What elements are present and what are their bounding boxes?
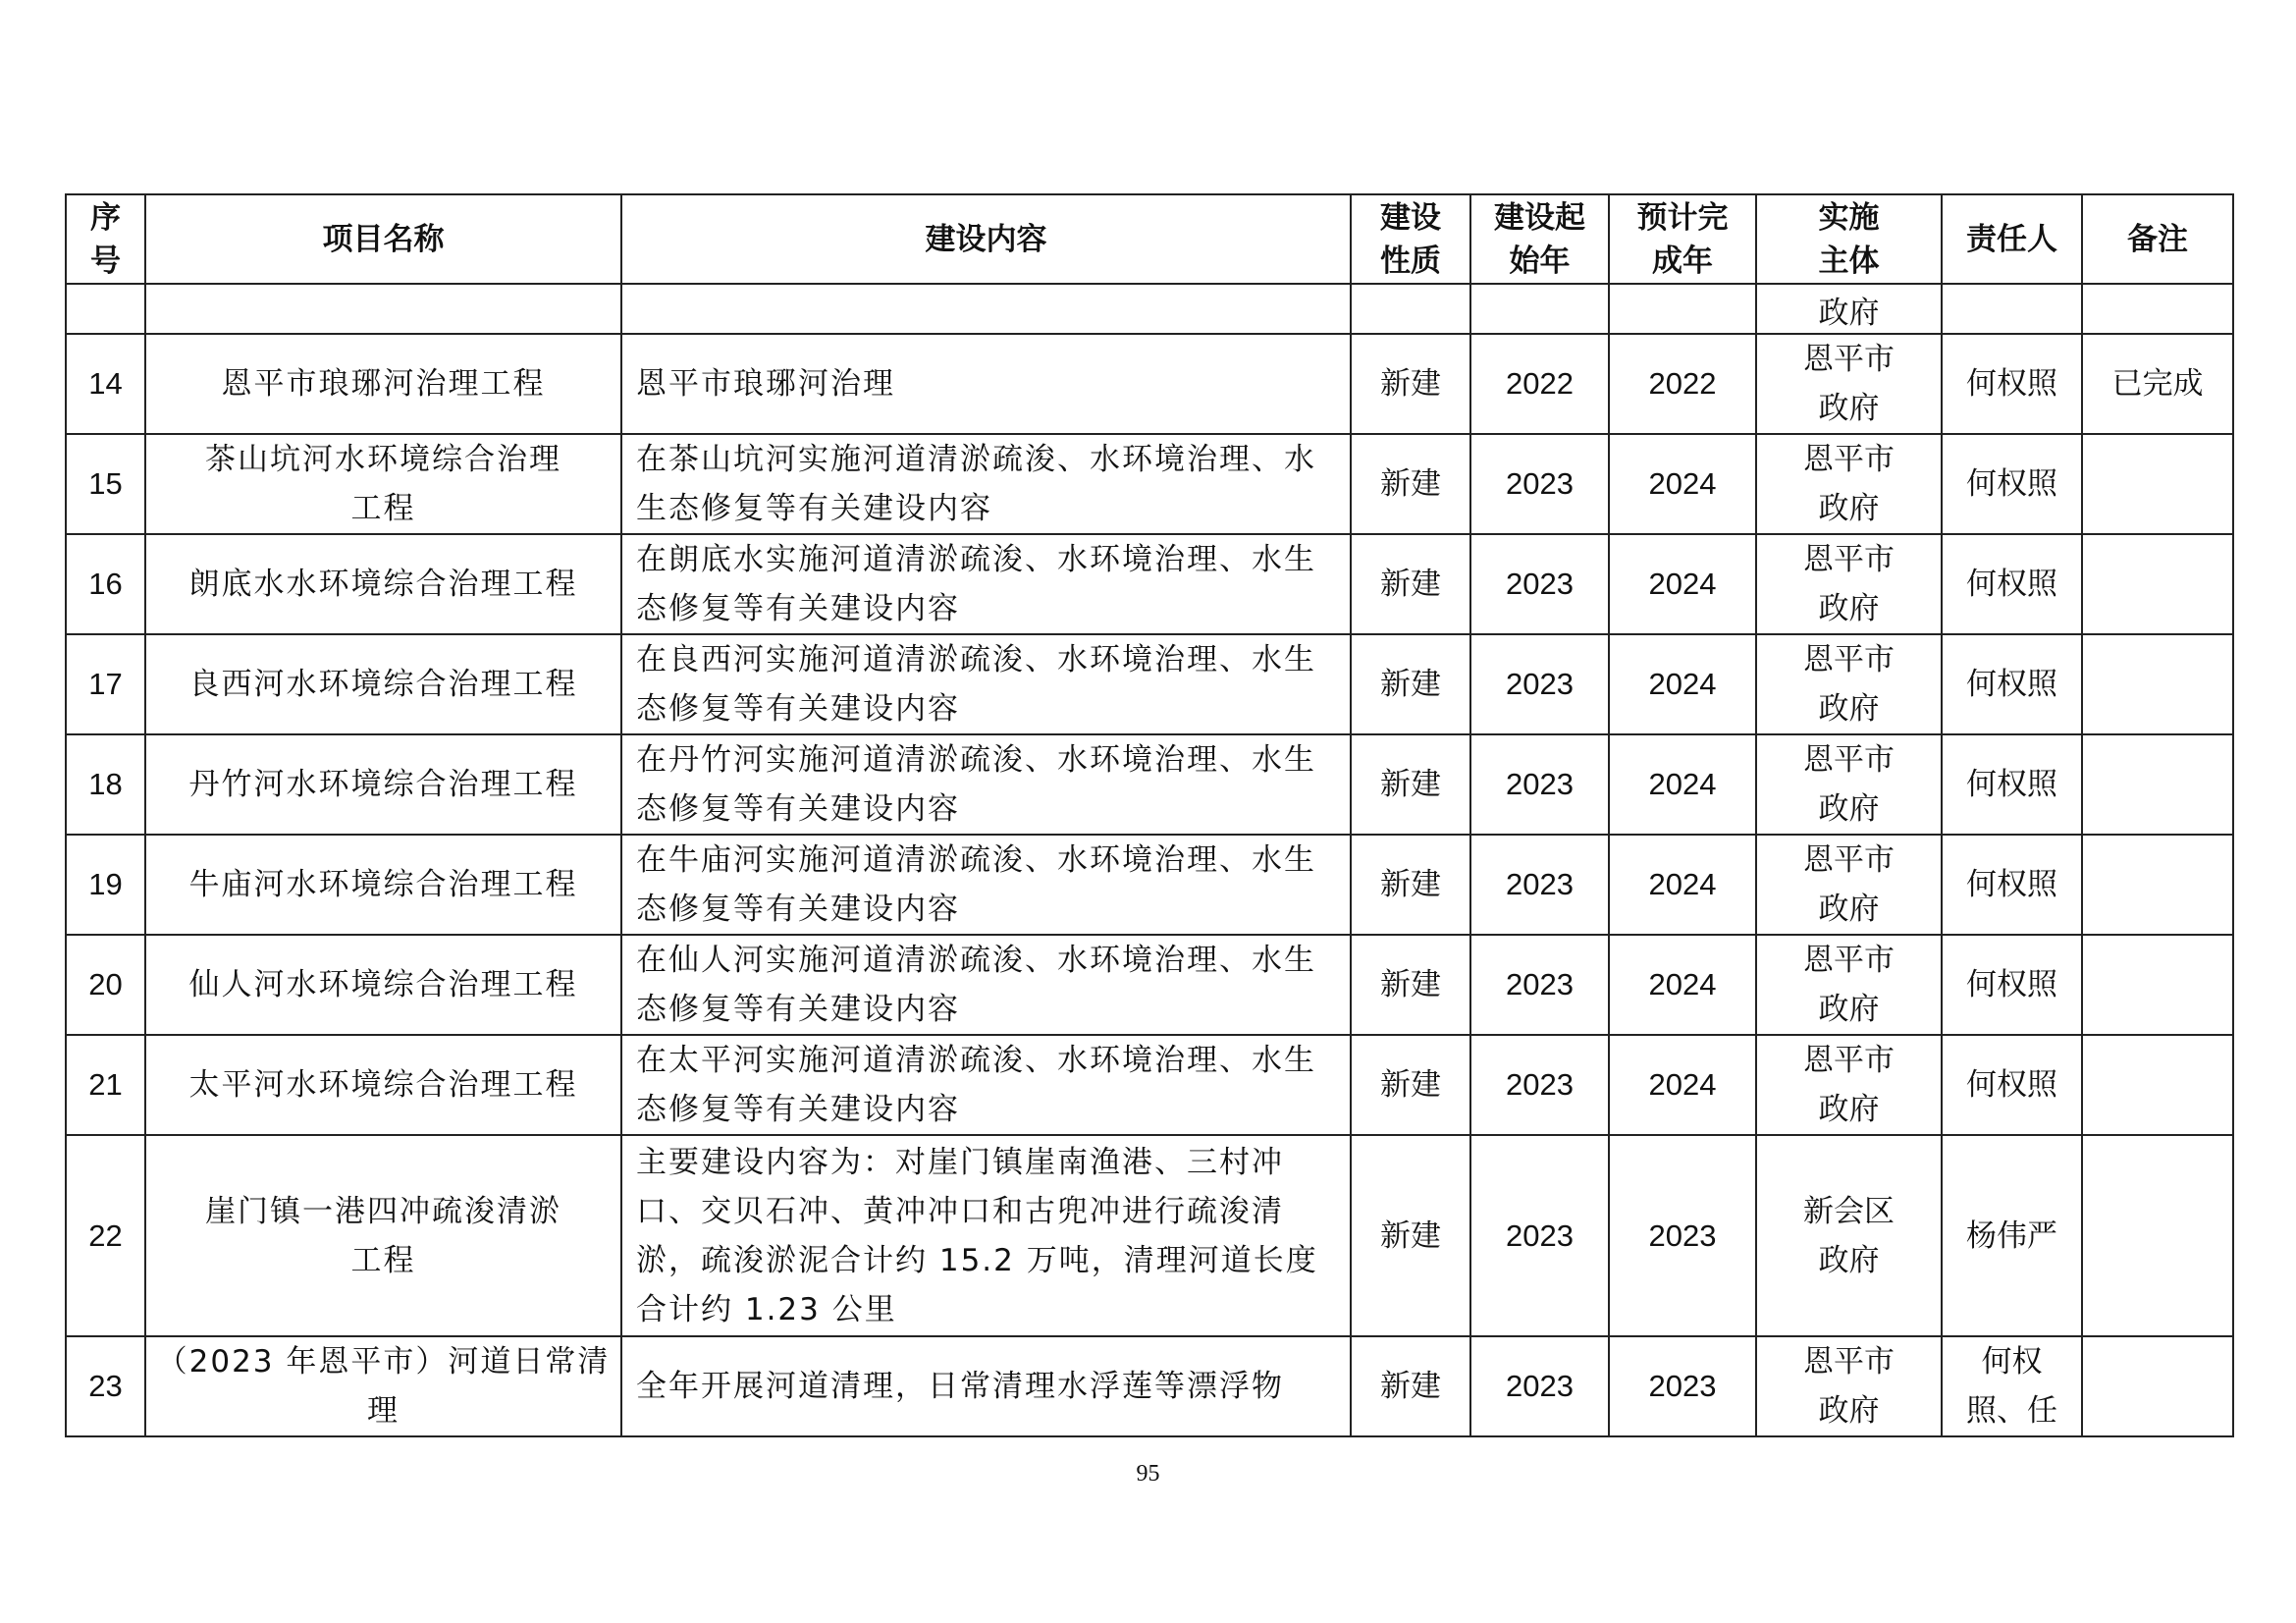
table-row <box>66 935 2233 1035</box>
header-type: 建设 性质 <box>1351 194 1470 284</box>
header-end: 预计完 成年 <box>1609 194 1756 284</box>
continuation-cell <box>2082 284 2233 334</box>
cell-start-year: 2023 <box>1470 534 1609 634</box>
continuation-cell <box>1470 284 1609 334</box>
cell-person: 何权照 <box>1942 1035 2082 1135</box>
cell-start-year: 2023 <box>1470 935 1609 1035</box>
cell-implementer: 恩平市 政府 <box>1756 434 1942 534</box>
continuation-cell: 政府 <box>1756 284 1942 334</box>
cell-project-name: 恩平市琅琊河治理工程 <box>145 334 621 434</box>
cell-no: 23 <box>66 1336 145 1436</box>
cell-project-name: 仙人河水环境综合治理工程 <box>145 935 621 1035</box>
table-row <box>66 835 2233 935</box>
page-number: 95 <box>1136 1461 1160 1487</box>
cell-project-name: 良西河水环境综合治理工程 <box>145 634 621 734</box>
cell-no: 18 <box>66 734 145 835</box>
cell-note <box>2082 1035 2233 1135</box>
table-row <box>66 734 2233 835</box>
cell-note: 已完成 <box>2082 334 2233 434</box>
cell-content: 在仙人河实施河道清淤疏浚、水环境治理、水生态修复等有关建设内容 <box>621 935 1351 1035</box>
cell-start-year: 2023 <box>1470 1135 1609 1336</box>
cell-start-year: 2023 <box>1470 1336 1609 1436</box>
cell-person: 何权照 <box>1942 434 2082 534</box>
cell-content: 主要建设内容为：对崖门镇崖南渔港、三村冲口、交贝石冲、黄冲冲口和古兜冲进行疏浚清淤，疏浚淤泥合计约 15.2 万吨，清理河道长度合计约 1.23 公里 <box>621 1135 1351 1336</box>
cell-end-year: 2024 <box>1609 734 1756 835</box>
table-row <box>66 334 2233 434</box>
cell-end-year: 2022 <box>1609 334 1756 434</box>
cell-project-name: 崖门镇一港四冲疏浚清淤 工程 <box>145 1135 621 1336</box>
continuation-cell <box>1609 284 1756 334</box>
table-row <box>66 1135 2233 1336</box>
cell-type: 新建 <box>1351 734 1470 835</box>
header-body: 实施 主体 <box>1756 194 1942 284</box>
cell-note <box>2082 835 2233 935</box>
cell-project-name: （2023 年恩平市）河道日常清理 <box>145 1336 621 1436</box>
header-name: 项目名称 <box>145 194 621 284</box>
table-row <box>66 634 2233 734</box>
header-content: 建设内容 <box>621 194 1351 284</box>
cell-project-name: 牛庙河水环境综合治理工程 <box>145 835 621 935</box>
cell-end-year: 2024 <box>1609 634 1756 734</box>
cell-note <box>2082 634 2233 734</box>
cell-end-year: 2024 <box>1609 1035 1756 1135</box>
continuation-cell <box>145 284 621 334</box>
cell-type: 新建 <box>1351 1135 1470 1336</box>
cell-implementer: 恩平市 政府 <box>1756 634 1942 734</box>
table-header-row <box>66 194 2233 284</box>
cell-no: 16 <box>66 534 145 634</box>
cell-person: 何权 照、任 <box>1942 1336 2082 1436</box>
continuation-row <box>66 284 2233 334</box>
cell-start-year: 2022 <box>1470 334 1609 434</box>
cell-no: 19 <box>66 835 145 935</box>
cell-no: 14 <box>66 334 145 434</box>
cell-content: 在朗底水实施河道清淤疏浚、水环境治理、水生态修复等有关建设内容 <box>621 534 1351 634</box>
cell-no: 22 <box>66 1135 145 1336</box>
continuation-cell <box>66 284 145 334</box>
cell-person: 何权照 <box>1942 734 2082 835</box>
cell-start-year: 2023 <box>1470 434 1609 534</box>
cell-type: 新建 <box>1351 434 1470 534</box>
cell-project-name: 朗底水水环境综合治理工程 <box>145 534 621 634</box>
continuation-cell <box>621 284 1351 334</box>
cell-implementer: 恩平市 政府 <box>1756 1035 1942 1135</box>
cell-implementer: 恩平市 政府 <box>1756 734 1942 835</box>
table-row <box>66 534 2233 634</box>
continuation-cell <box>1942 284 2082 334</box>
continuation-cell <box>1351 284 1470 334</box>
cell-note <box>2082 734 2233 835</box>
cell-project-name: 太平河水环境综合治理工程 <box>145 1035 621 1135</box>
cell-content: 在牛庙河实施河道清淤疏浚、水环境治理、水生态修复等有关建设内容 <box>621 835 1351 935</box>
cell-type: 新建 <box>1351 1336 1470 1436</box>
cell-note <box>2082 935 2233 1035</box>
cell-person: 何权照 <box>1942 935 2082 1035</box>
cell-end-year: 2023 <box>1609 1135 1756 1336</box>
cell-note <box>2082 534 2233 634</box>
cell-end-year: 2023 <box>1609 1336 1756 1436</box>
cell-content: 在丹竹河实施河道清淤疏浚、水环境治理、水生态修复等有关建设内容 <box>621 734 1351 835</box>
header-start: 建设起 始年 <box>1470 194 1609 284</box>
header-note: 备注 <box>2082 194 2233 284</box>
cell-person: 杨伟严 <box>1942 1135 2082 1336</box>
cell-start-year: 2023 <box>1470 835 1609 935</box>
cell-start-year: 2023 <box>1470 1035 1609 1135</box>
cell-start-year: 2023 <box>1470 634 1609 734</box>
cell-implementer: 新会区 政府 <box>1756 1135 1942 1336</box>
cell-type: 新建 <box>1351 835 1470 935</box>
cell-implementer: 恩平市 政府 <box>1756 835 1942 935</box>
cell-content: 在良西河实施河道清淤疏浚、水环境治理、水生态修复等有关建设内容 <box>621 634 1351 734</box>
cell-type: 新建 <box>1351 634 1470 734</box>
cell-no: 21 <box>66 1035 145 1135</box>
cell-no: 15 <box>66 434 145 534</box>
cell-type: 新建 <box>1351 534 1470 634</box>
cell-person: 何权照 <box>1942 835 2082 935</box>
cell-type: 新建 <box>1351 1035 1470 1135</box>
cell-content: 全年开展河道清理，日常清理水浮莲等漂浮物 <box>621 1336 1351 1436</box>
header-person: 责任人 <box>1942 194 2082 284</box>
cell-end-year: 2024 <box>1609 935 1756 1035</box>
cell-implementer: 恩平市 政府 <box>1756 334 1942 434</box>
cell-start-year: 2023 <box>1470 734 1609 835</box>
cell-note <box>2082 1135 2233 1336</box>
cell-no: 20 <box>66 935 145 1035</box>
cell-content: 在茶山坑河实施河道清淤疏浚、水环境治理、水生态修复等有关建设内容 <box>621 434 1351 534</box>
project-table <box>65 193 2234 1437</box>
cell-implementer: 恩平市 政府 <box>1756 935 1942 1035</box>
cell-project-name: 茶山坑河水环境综合治理 工程 <box>145 434 621 534</box>
cell-content: 在太平河实施河道清淤疏浚、水环境治理、水生态修复等有关建设内容 <box>621 1035 1351 1135</box>
cell-implementer: 恩平市 政府 <box>1756 534 1942 634</box>
cell-no: 17 <box>66 634 145 734</box>
cell-type: 新建 <box>1351 935 1470 1035</box>
table-row <box>66 1035 2233 1135</box>
table-row <box>66 1336 2233 1436</box>
cell-implementer: 恩平市 政府 <box>1756 1336 1942 1436</box>
cell-note <box>2082 1336 2233 1436</box>
cell-end-year: 2024 <box>1609 434 1756 534</box>
cell-person: 何权照 <box>1942 334 2082 434</box>
cell-type: 新建 <box>1351 334 1470 434</box>
cell-end-year: 2024 <box>1609 534 1756 634</box>
cell-content: 恩平市琅琊河治理 <box>621 334 1351 434</box>
cell-person: 何权照 <box>1942 634 2082 734</box>
table-row <box>66 434 2233 534</box>
cell-person: 何权照 <box>1942 534 2082 634</box>
header-no: 序 号 <box>66 194 145 284</box>
cell-project-name: 丹竹河水环境综合治理工程 <box>145 734 621 835</box>
cell-end-year: 2024 <box>1609 835 1756 935</box>
cell-note <box>2082 434 2233 534</box>
